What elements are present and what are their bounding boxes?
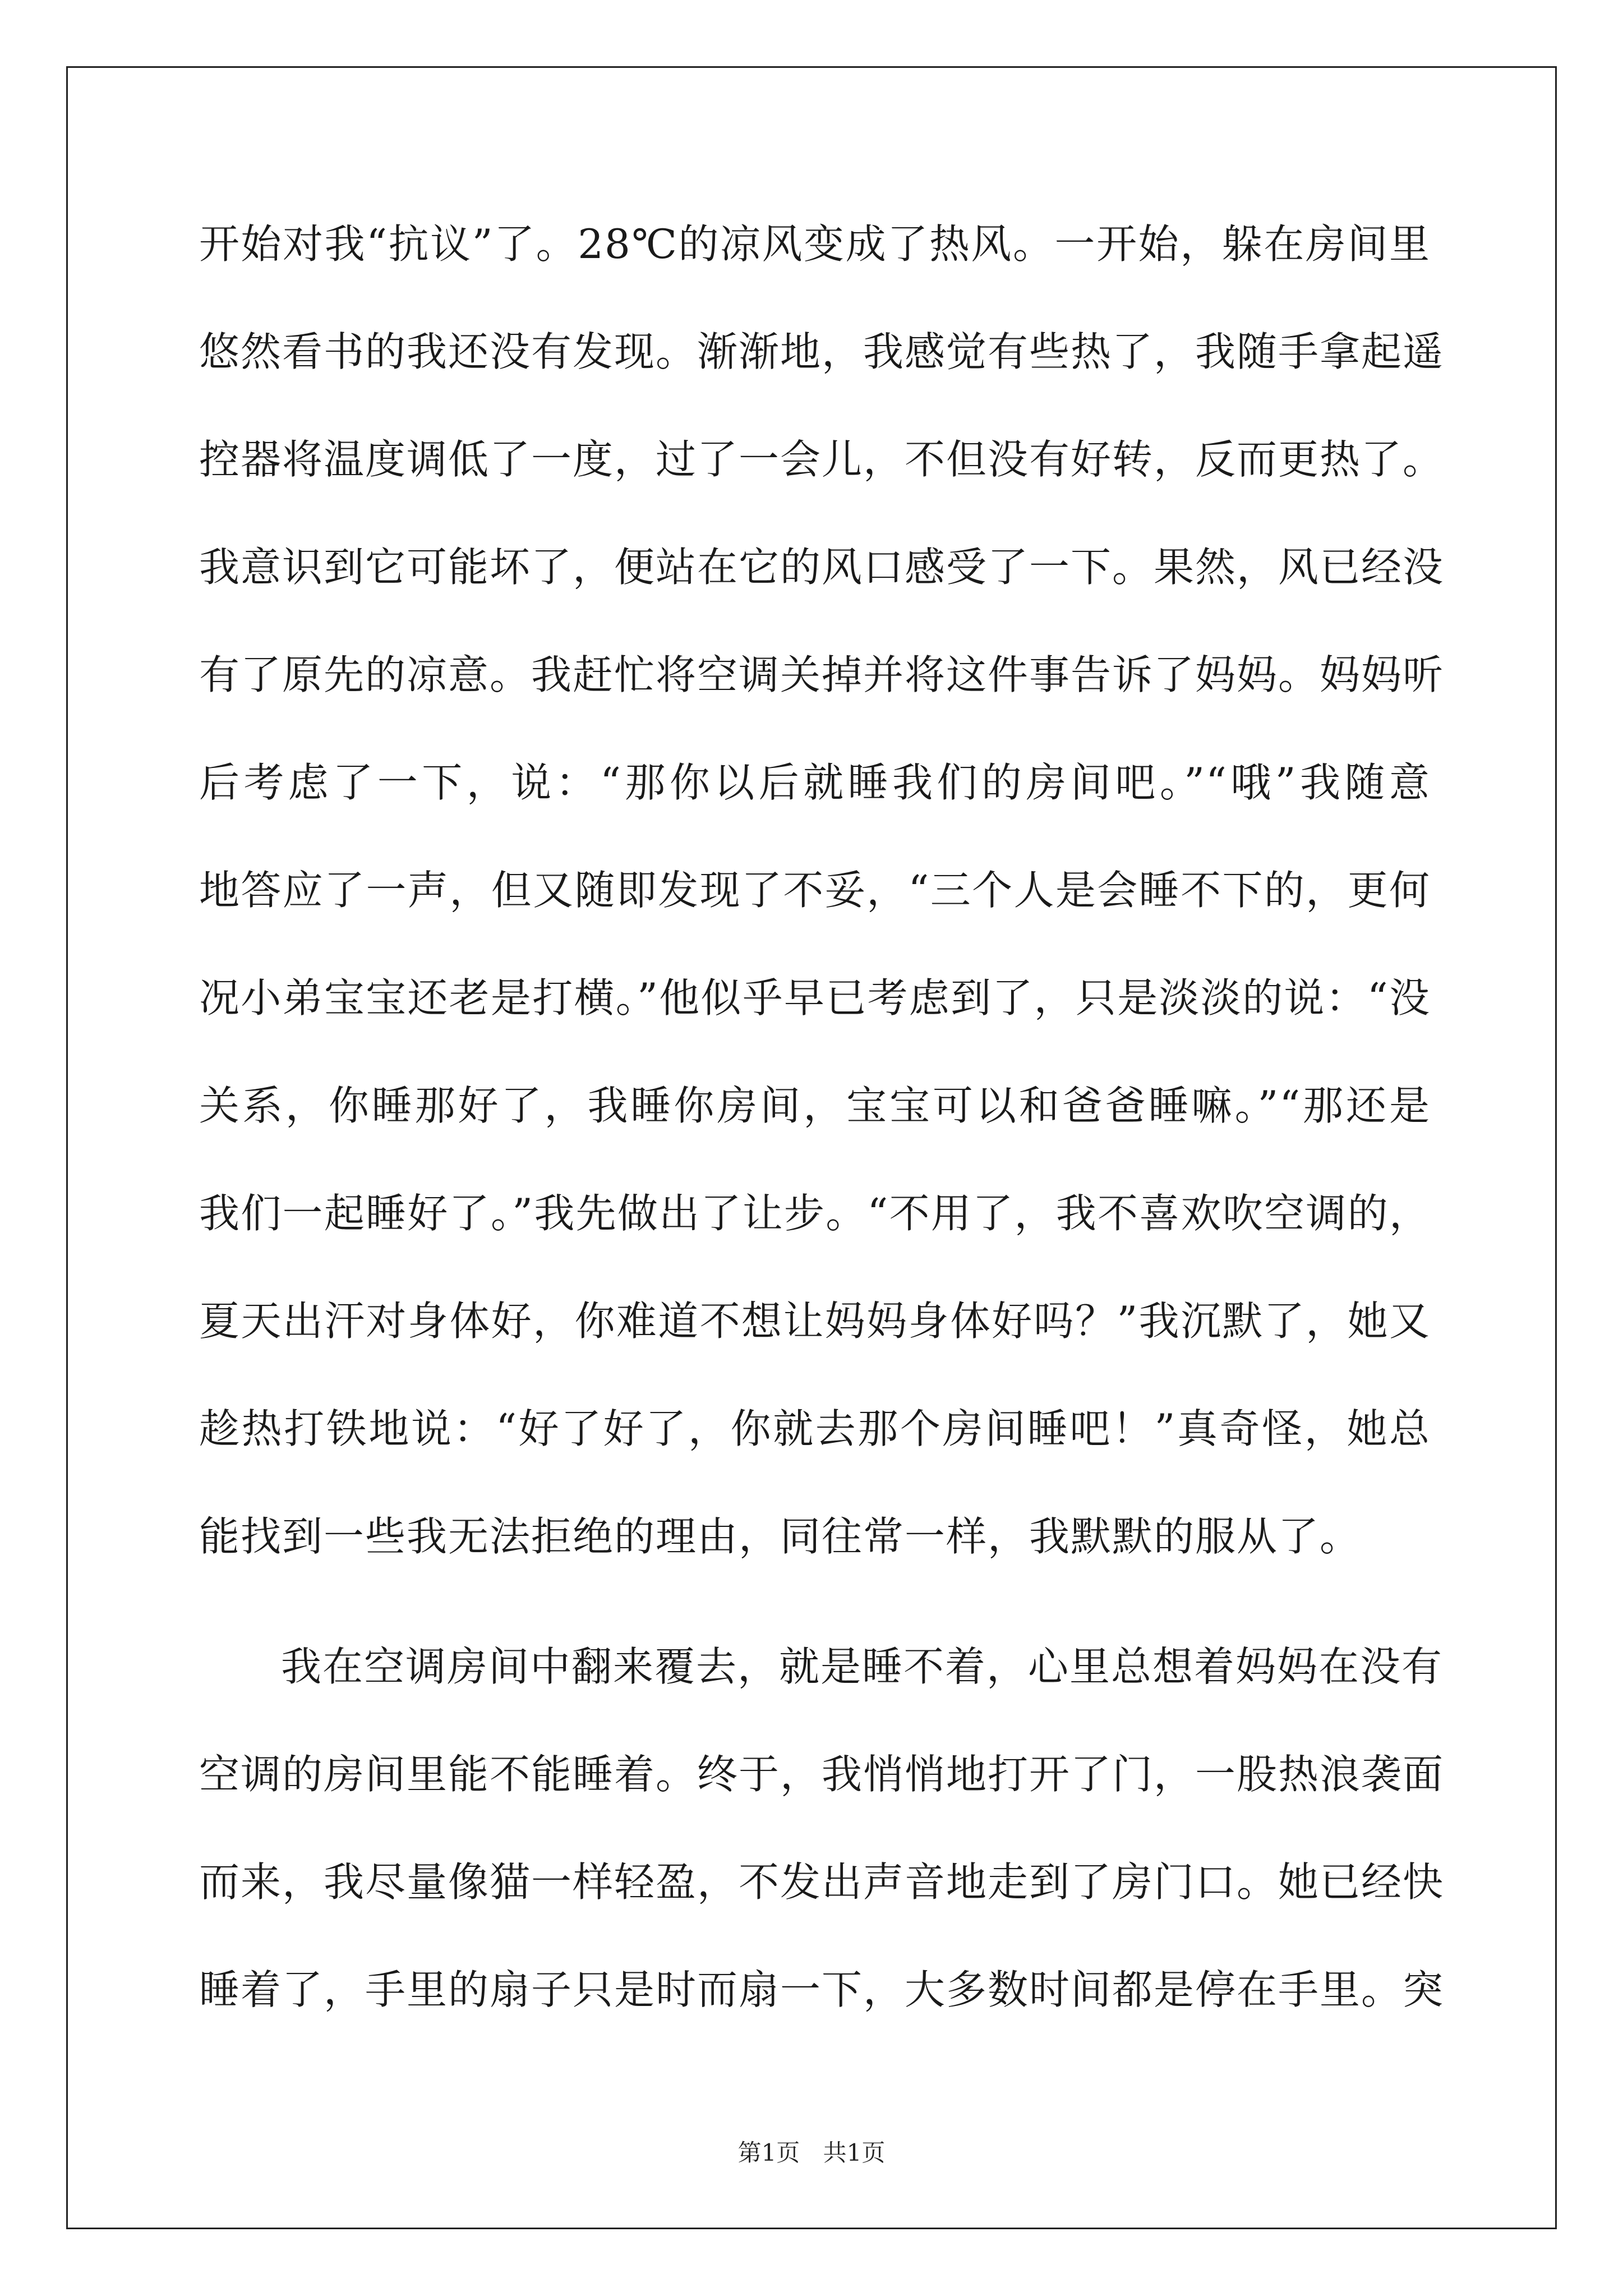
text-line: 而来，我尽量像猫一样轻盈，不发出声音地走到了房门口。她已经快 — [199, 1858, 1445, 1906]
page-total: 共1页 — [823, 2139, 886, 2166]
text-line: 开始对我“抗议”了。28℃的凉风变成了热风。一开始，躲在房间里 — [199, 220, 1431, 268]
text-line: 况小弟宝宝还老是打横。”他似乎早已考虑到了，只是淡淡的说：“没 — [199, 974, 1431, 1022]
text-line: 能找到一些我无法拒绝的理由，同往常一样，我默默的服从了。 — [199, 1513, 1362, 1560]
text-line: 后考虑了一下，说：“那你以后就睡我们的房间吧。”“哦”我随意 — [199, 759, 1431, 806]
text-line: 我们一起睡好了。”我先做出了让步。“不用了，我不喜欢吹空调的， — [199, 1190, 1431, 1237]
text-line: 悠然看书的我还没有发现。渐渐地，我感觉有些热了，我随手拿起遥 — [199, 328, 1445, 375]
text-line: 我意识到它可能坏了，便站在它的风口感受了一下。果然，风已经没 — [199, 544, 1445, 591]
text-line: 有了原先的凉意。我赶忙将空调关掉并将这件事告诉了妈妈。妈妈听 — [199, 651, 1445, 698]
page-footer — [0, 2134, 1623, 2168]
document-body — [199, 213, 1445, 2067]
text-line: 关系，你睡那好了，我睡你房间，宝宝可以和爸爸睡嘛。”“那还是 — [199, 1082, 1431, 1129]
text-line: 趁热打铁地说：“好了好了，你就去那个房间睡吧！”真奇怪，她总 — [199, 1405, 1431, 1452]
page-number: 第1页 — [737, 2139, 800, 2166]
text-line: 睡着了，手里的扇子只是时而扇一下，大多数时间都是停在手里。突 — [199, 1966, 1445, 2013]
text-line: 地答应了一声，但又随即发现了不妥，“三个人是会睡不下的，更何 — [199, 867, 1431, 914]
text-line-indented: 我在空调房间中翻来覆去，就是睡不着，心里总想着妈妈在没有 — [281, 1643, 1444, 1690]
text-line: 夏天出汗对身体好，你难道不想让妈妈身体好吗？”我沉默了，她又 — [199, 1297, 1431, 1345]
text-line: 控器将温度调低了一度，过了一会儿，不但没有好转，反而更热了。 — [199, 436, 1445, 483]
text-line: 空调的房间里能不能睡着。终于，我悄悄地打开了门，一股热浪袭面 — [199, 1751, 1445, 1798]
